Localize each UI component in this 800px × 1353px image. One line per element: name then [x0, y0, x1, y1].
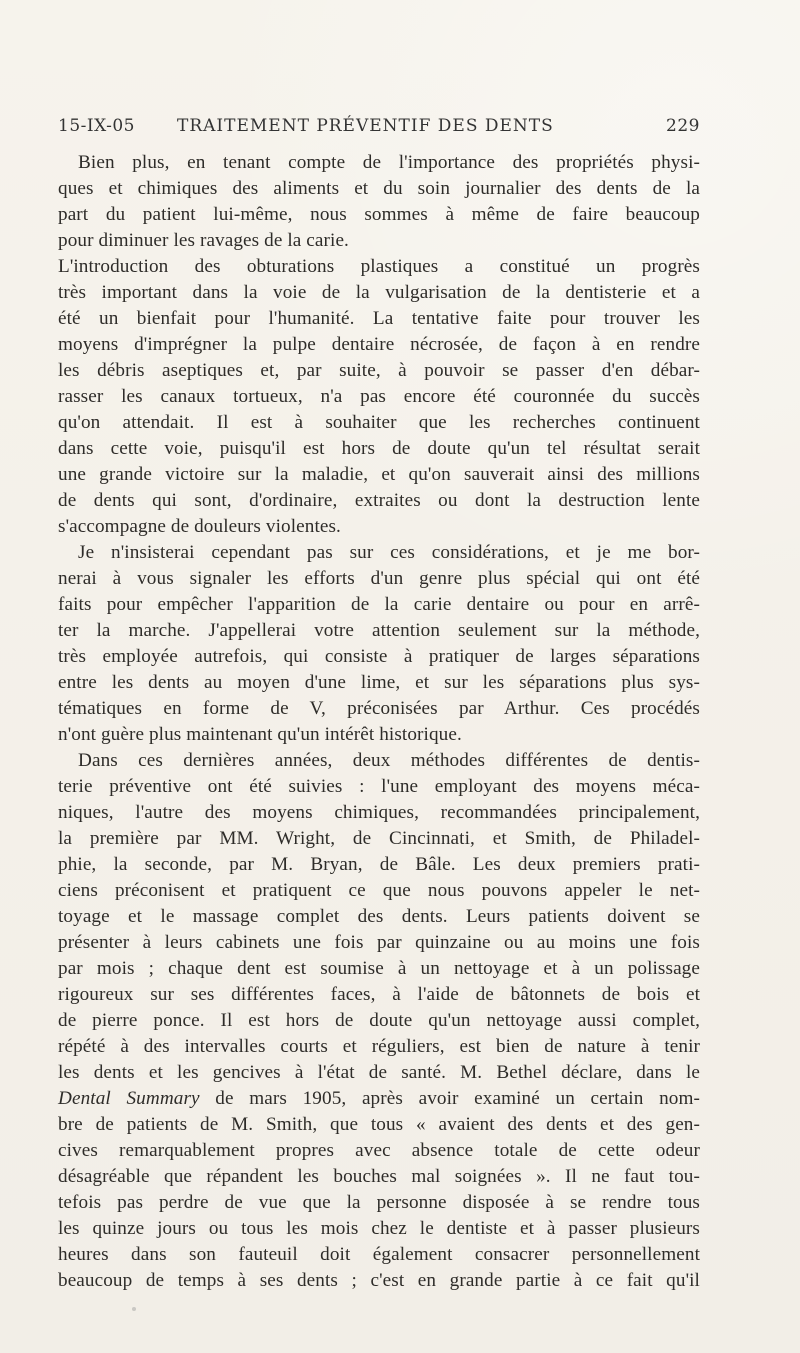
text-line: Je n'insisterai cependant pas sur ces considérations, et je me bor-: [78, 542, 700, 563]
text-line: ter la marche. J'appellerai votre attention seulement sur la méthode,: [58, 620, 700, 641]
running-header: [58, 116, 700, 138]
text-line: une grande victoire sur la maladie, et qu'on sauverait ainsi des millions: [58, 464, 700, 485]
text-line: terie préventive ont été suivies : l'une employant des moyens méca-: [58, 776, 700, 797]
text-line: rigoureux sur ses différentes faces, à l'aide de bâtonnets de bois et: [58, 984, 700, 1005]
text-line: dans cette voie, puisqu'il est hors de doute qu'un tel résultat serait: [58, 438, 700, 459]
paragraph-2: [58, 254, 700, 540]
text-line: heures dans son fauteuil doit également consacrer personnellement: [58, 1244, 700, 1265]
text-line: L'introduction des obturations plastiques a constitué un progrès: [58, 256, 700, 277]
text-line: présenter à leurs cabinets une fois par quinzaine ou au moins une fois: [58, 932, 700, 953]
text-line: par mois ; chaque dent est soumise à un nettoyage et à un polissage: [58, 958, 700, 979]
text-line: très employée autrefois, qui consiste à pratiquer de larges séparations: [58, 646, 700, 667]
text-line: bre de patients de M. Smith, que tous « avaient des dents et des gen-: [58, 1114, 700, 1135]
text-line: ques et chimiques des aliments et du soin journalier des dents de la: [58, 178, 700, 199]
text-line: les débris aseptiques et, par suite, à pouvoir se passer d'en débar-: [58, 360, 700, 381]
text-line: été un bienfait pour l'humanité. La tentative faite pour trouver les: [58, 308, 700, 329]
journal-title: Dental Summary: [58, 1088, 200, 1109]
text-line: n'ont guère plus maintenant qu'un intérêt historique.: [58, 724, 462, 745]
text-line: part du patient lui-même, nous sommes à même de faire beaucoup: [58, 204, 700, 225]
text-line: qu'on attendait. Il est à souhaiter que les recherches continuent: [58, 412, 700, 433]
text-line: de dents qui sont, d'ordinaire, extraites ou dont la destruction lente: [58, 490, 700, 511]
text-line: les dents et les gencives à l'état de santé. M. Bethel déclare, dans le: [58, 1062, 700, 1083]
text-line: rasser les canaux tortueux, n'a pas encore été couronnée du succès: [58, 386, 700, 407]
text-line: toyage et le massage complet des dents. Leurs patients doivent se: [58, 906, 700, 927]
text-line: la première par MM. Wright, de Cincinnati, et Smith, de Philadel-: [58, 828, 700, 849]
text-line: les quinze jours ou tous les mois chez le dentiste et à passer plusieurs: [58, 1218, 700, 1239]
text-line: beaucoup de temps à ses dents ; c'est en grande partie à ce fait qu'il: [58, 1270, 700, 1291]
text-line: niques, l'autre des moyens chimiques, recommandées principalement,: [58, 802, 700, 823]
paragraph-1: [58, 150, 700, 254]
body-text: [58, 150, 700, 1294]
text-line: ciens préconisent et pratiquent ce que nous pouvons appeler le net-: [58, 880, 700, 901]
text-line: Dans ces dernières années, deux méthodes différentes de dentis-: [78, 750, 700, 771]
text-line: Bien plus, en tenant compte de l'importance des propriétés physi-: [78, 152, 700, 173]
header-date: 15-IX-05: [58, 116, 135, 136]
text-line: très important dans la voie de la vulgarisation de la dentisterie et a: [58, 282, 700, 303]
text-line: phie, la seconde, par M. Bryan, de Bâle. Les deux premiers prati-: [58, 854, 700, 875]
text-line: désagréable que répandent les bouches mal soignées ». Il ne faut tou-: [58, 1166, 700, 1187]
text-line: moyens d'imprégner la pulpe dentaire nécrosée, de façon à en rendre: [58, 334, 700, 355]
text-line: pour diminuer les ravages de la carie.: [58, 230, 349, 251]
text-line: entre les dents au moyen d'une lime, et sur les séparations plus sys-: [58, 672, 700, 693]
text-line: nerai à vous signaler les efforts d'un genre plus spécial qui ont été: [58, 568, 700, 589]
text-line: faits pour empêcher l'apparition de la carie dentaire ou pour en arrê-: [58, 594, 700, 615]
text-line: cives remarquablement propres avec absence totale de cette odeur: [58, 1140, 700, 1161]
text-line: de pierre ponce. Il est hors de doute qu'un nettoyage aussi complet,: [58, 1010, 700, 1031]
page-number: 229: [666, 116, 700, 136]
text-line: Dental Summary de mars 1905, après avoir examiné un certain nom-: [58, 1088, 700, 1109]
text-line: tématiques en forme de V, préconisées par Arthur. Ces procédés: [58, 698, 700, 719]
text-line: tefois pas perdre de vue que la personne disposée à se rendre tous: [58, 1192, 700, 1213]
text-line: répété à des intervalles courts et réguliers, est bien de nature à tenir: [58, 1036, 700, 1057]
header-title: TRAITEMENT PRÉVENTIF DES DENTS: [177, 116, 554, 136]
paragraph-3: [58, 540, 700, 748]
paragraph-4: [58, 748, 700, 1294]
text-line: s'accompagne de douleurs violentes.: [58, 516, 341, 537]
ink-speck: [132, 1307, 136, 1311]
